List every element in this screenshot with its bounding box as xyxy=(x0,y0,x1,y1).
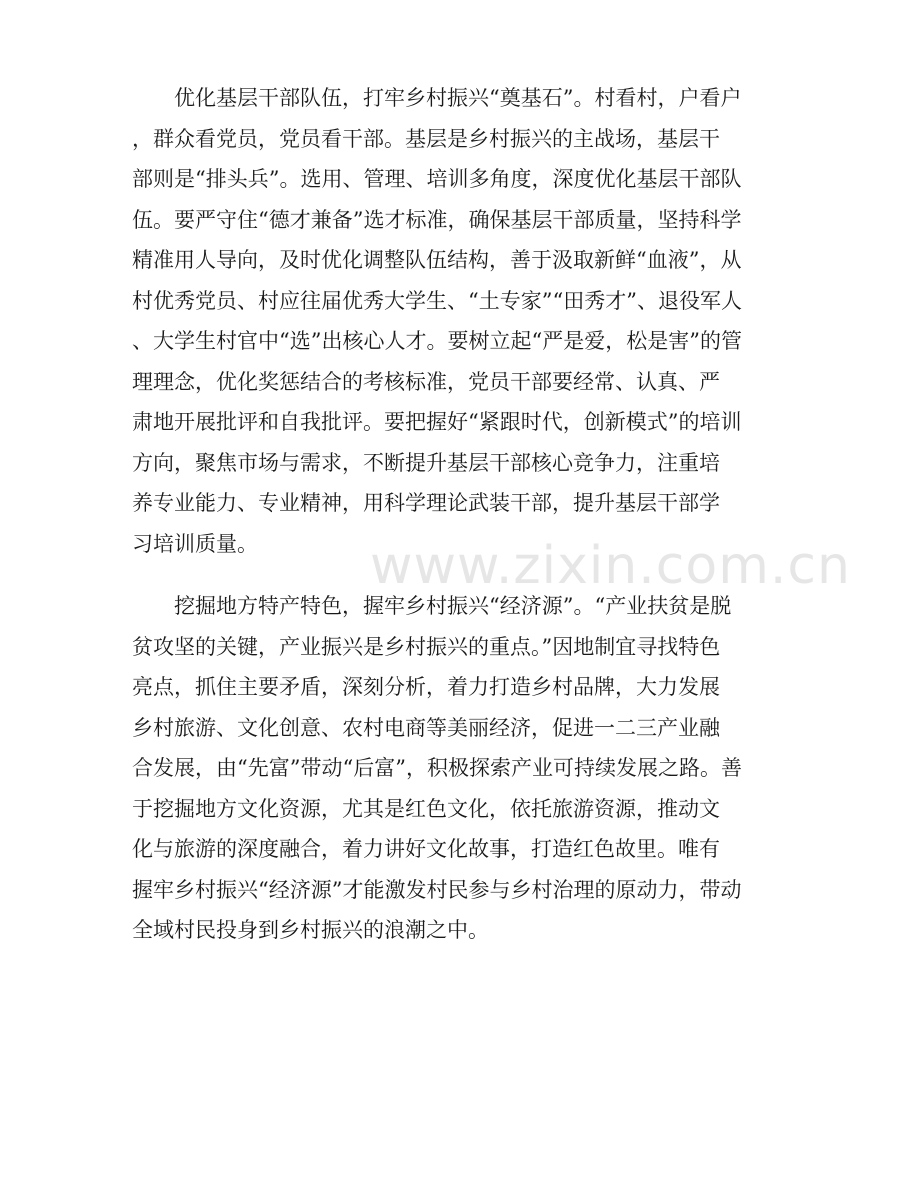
text-line: 肃地开展批评和自我批评。要把握好“紧跟时代，创新模式”的培训 xyxy=(132,410,742,434)
text-line: 理理念，优化奖惩结合的考核标准，党员干部要经常、认真、严 xyxy=(132,369,720,394)
text-line: 精准用人导向，及时优化调整队伍结构，善于汲取新鲜“血液”，从 xyxy=(132,248,742,272)
text-line: 于挖掘地方文化资源，尤其是红色文化，依托旅游资源，推动文 xyxy=(132,796,720,821)
text-line: 村优秀党员、村应往届优秀大学生、“土专家”“田秀才”、退役军人 xyxy=(132,288,742,313)
text-line: ，群众看党员，党员看干部。基层是乡村振兴的主战场，基层干 xyxy=(132,126,720,151)
text-line: 乡村旅游、文化创意、农村电商等美丽经济，促进一二三产业融 xyxy=(132,715,720,740)
text-line: 部则是“排头兵”。选用、管理、培训多角度，深度优化基层干部队 xyxy=(132,167,742,191)
text-line: 握牢乡村振兴“经济源”才能激发村民参与乡村治理的原动力，带动 xyxy=(132,877,742,902)
text-line: 亮点，抓住主要矛盾，深刻分析，着力打造乡村品牌，大力发展 xyxy=(132,675,720,699)
text-line: 伍。要严守住“德才兼备”选才标准，确保基层干部质量，坚持科学 xyxy=(132,207,742,232)
text-line: 方向，聚焦市场与需求，不断提升基层干部核心竞争力，注重培 xyxy=(132,450,720,475)
text-line: 全域村民投身到乡村振兴的浪潮之中。 xyxy=(132,918,489,942)
text-line: 习培训质量。 xyxy=(132,531,258,556)
text-line: 化与旅游的深度融合，着力讲好文化故事，打造红色故里。唯有 xyxy=(132,837,720,861)
document-body xyxy=(132,78,800,951)
text-line: 贫攻坚的关键，产业振兴是乡村振兴的重点。”因地制宜寻找特色 xyxy=(132,634,721,659)
text-line: 挖掘地方特产特色，握牢乡村振兴“经济源”。“产业扶贫是脱 xyxy=(132,594,732,618)
text-line: 养专业能力、专业精神，用科学理论武装干部，提升基层干部学 xyxy=(132,491,720,515)
text-line: 优化基层干部队伍，打牢乡村振兴“奠基石”。村看村，户看户 xyxy=(132,86,742,110)
paragraph-cadre-team xyxy=(132,78,800,564)
text-line: 、大学生村官中“选”出核心人才。要树立起“严是爱，松是害”的管 xyxy=(132,329,742,353)
paragraph-local-industry xyxy=(132,586,800,951)
watermark-text: www.zixin.com.cn xyxy=(370,536,851,596)
text-line: 合发展，由“先富”带动“后富”，积极探索产业可持续发展之路。善 xyxy=(132,756,742,780)
